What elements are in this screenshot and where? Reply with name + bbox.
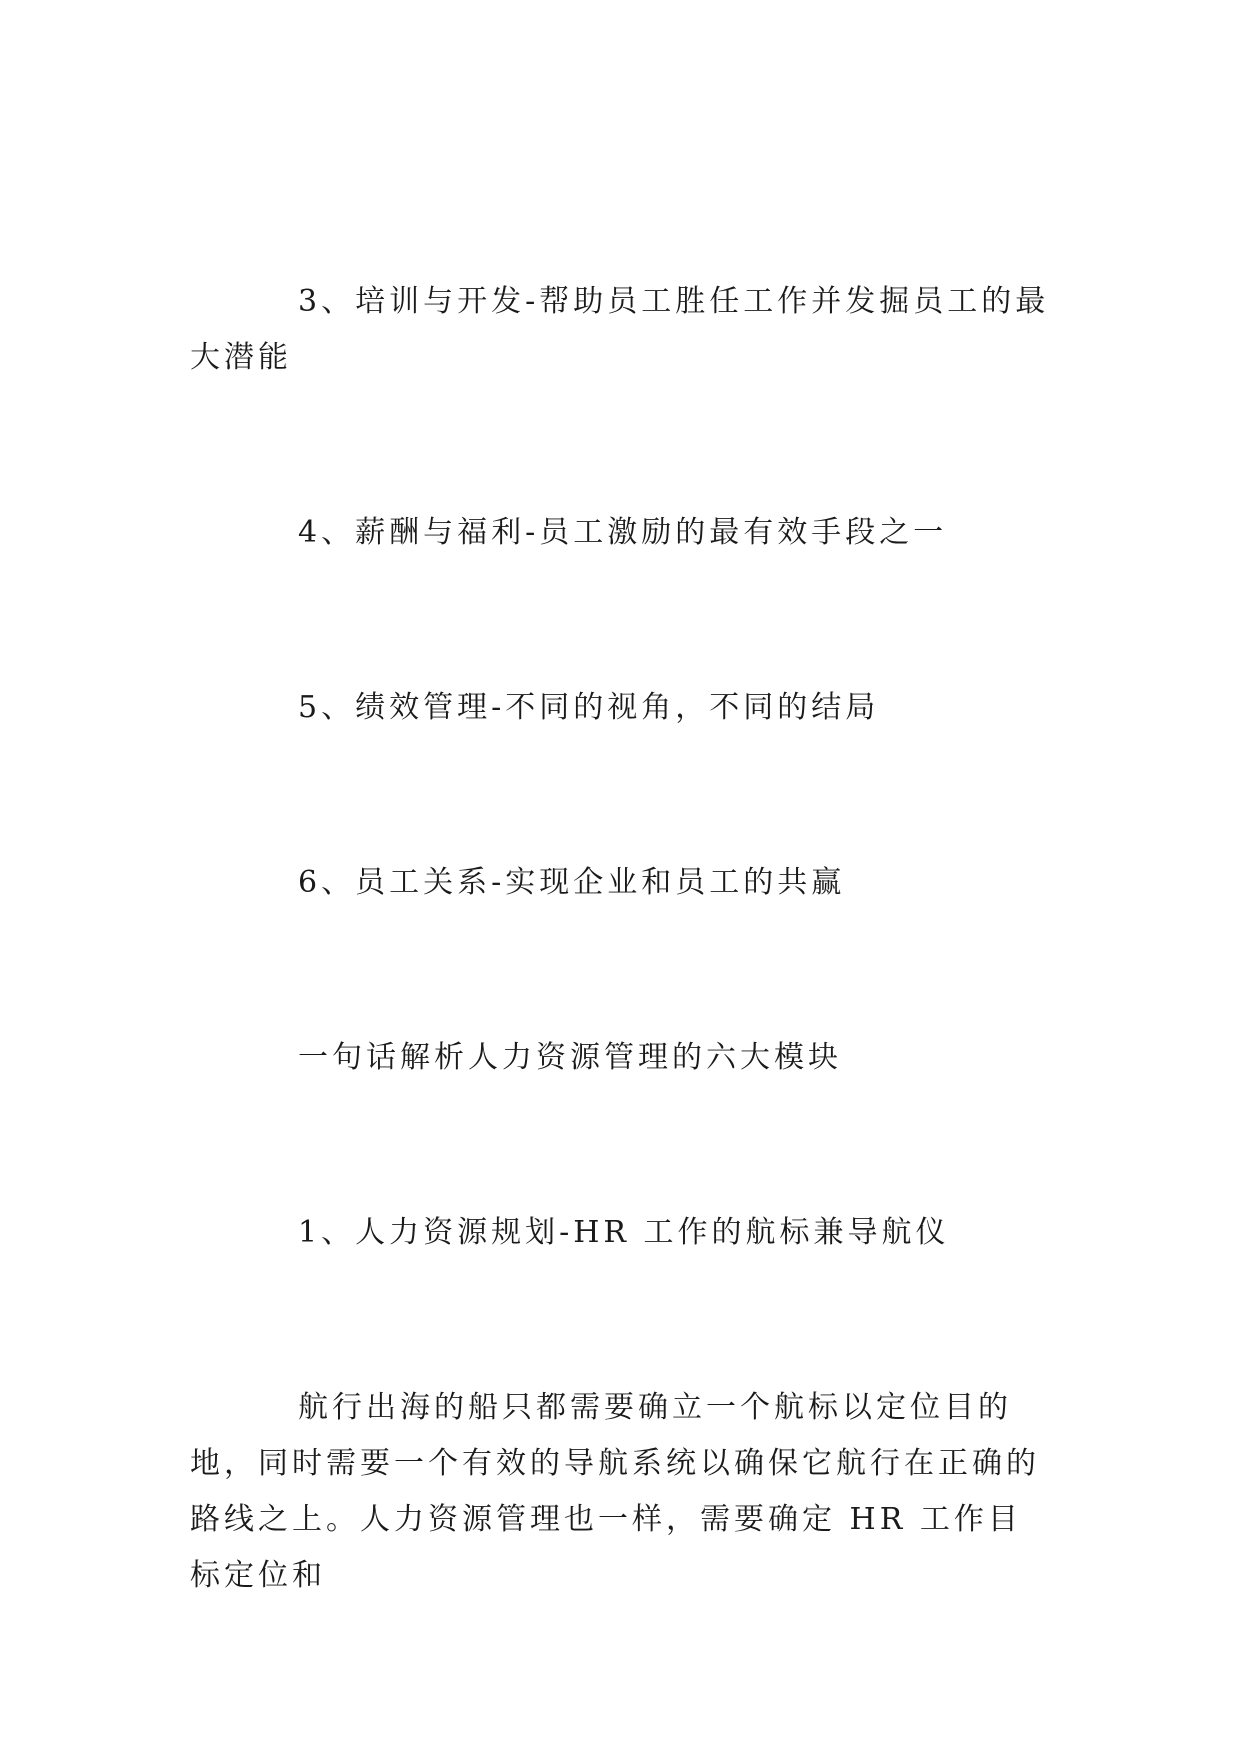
paragraph-training-development: 3、培训与开发-帮助员工胜任工作并发掘员工的最大潜能 [190,284,1050,375]
paragraph-employee-relations: 6、员工关系-实现企业和员工的共赢 [298,865,846,900]
paragraph-compensation-benefits: 4、薪酬与福利-员工激励的最有效手段之一 [298,515,948,550]
paragraph-navigation-analogy: 航行出海的船只都需要确立一个航标以定位目的地，同时需要一个有效的导航系统以确保它航行在正确的路线之上。人力资源管理也一样，需要确定 HR 工作目标定位和 [190,1390,1040,1593]
section-heading-six-modules: 一句话解析人力资源管理的六大模块 [298,1040,842,1075]
paragraph-performance-management: 5、绩效管理-不同的视角，不同的结局 [298,690,880,725]
paragraph-hr-planning: 1、人力资源规划-HR 工作的航标兼导航仪 [298,1215,950,1250]
